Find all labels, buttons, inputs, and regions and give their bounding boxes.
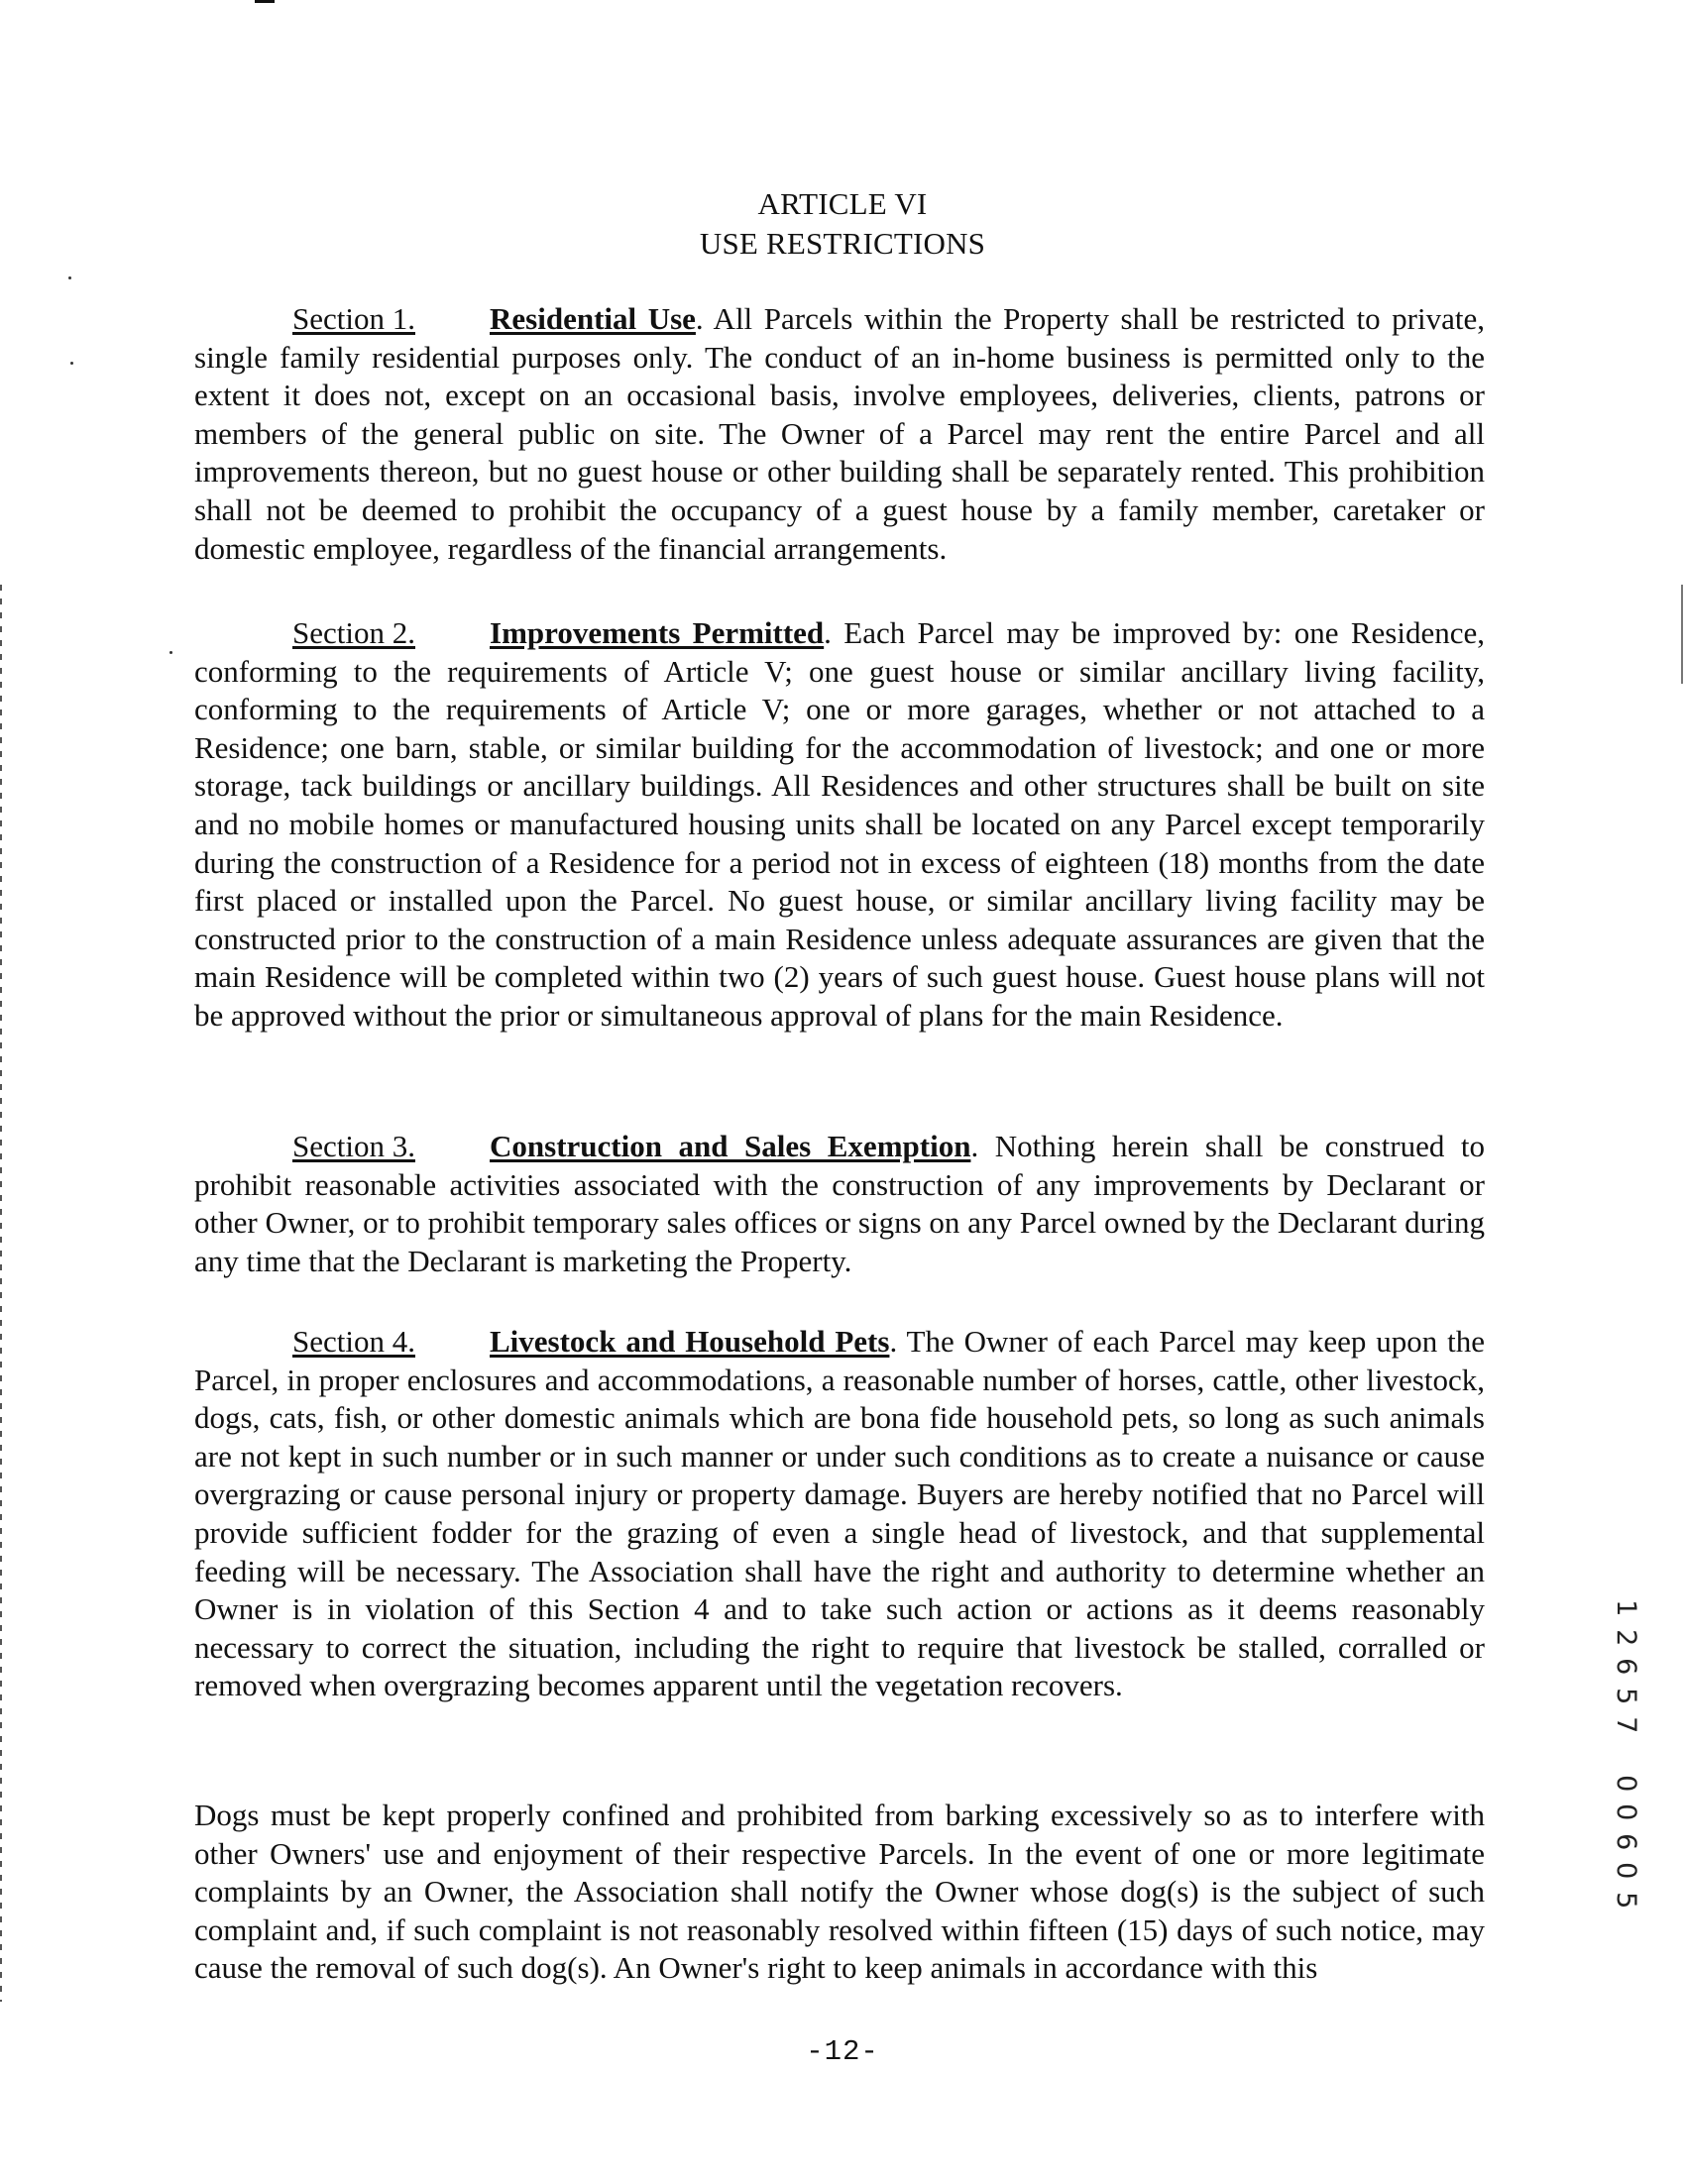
scan-edge-right [1681,585,1683,684]
section-2-title-punct: . [824,615,832,650]
recording-digit: 7 [1610,1716,1641,1734]
recording-digit: 0 [1610,1862,1641,1880]
section-2-paragraph [194,614,1485,1036]
article-title: USE RESTRICTIONS [699,226,986,261]
section-3-paragraph [194,1128,1485,1280]
section-4-label: Section 4. [292,1324,415,1359]
scan-speck [70,362,73,365]
recording-digit: 5 [1610,1687,1641,1704]
article-number: ARTICLE VI [757,186,928,221]
recording-number-digits [1610,1593,1641,1914]
section-2-label: Section 2. [292,615,415,650]
section-3-body: Nothing herein shall be construed to prohibit reasonable activities associated with the construction of any improvements by Declarant or other Owner, or to prohibit temporary sales offices or signs on any Parcel owned by the Declarant during any time that the Declarant is marketing the Property. [194,1129,1485,1278]
section-4-title-punct: . [889,1324,898,1359]
recording-digit: 0 [1610,1774,1641,1792]
recording-digit: 1 [1610,1599,1641,1617]
recording-digit: 6 [1610,1658,1641,1676]
recording-digit: 0 [1610,1803,1641,1821]
section-1-label: Section 1. [292,301,415,336]
section-1-paragraph [194,300,1485,568]
section-1-title: Residential Use [490,301,696,336]
section-2-body: Each Parcel may be improved by: one Residence, conforming to the requirements of Article V; one guest house or similar ancillary living facility, conforming to the requirements of Article V; one or more garages, whether or not attached to a Residence; one barn, stable, or similar building for the accommodation of livestock; and one or more storage, tack buildings or ancillary buildings. All Residences and other structures shall be built on site and no mobile homes or manufactured housing units shall be located on any Parcel except temporarily during the construction of a Residence for a period not in excess of eighteen (18) months from the date first placed or installed upon the Parcel. No guest house, or similar ancillary living facility may be constructed prior to the construction of a main Residence unless adequate assurances are given that the main Residence will be completed within two (2) years of such guest house. Guest house plans will not be approved without the prior or simultaneous approval of plans for the main Residence. [194,615,1485,1033]
section-4-title: Livestock and Household Pets [490,1324,890,1359]
recording-gap [1613,1740,1638,1769]
section-3-label: Section 3. [292,1129,415,1163]
recording-digit: 6 [1610,1832,1641,1850]
section-4-body: The Owner of each Parcel may keep upon the Parcel, in proper enclosures and accommodations, a reasonable number of horses, cattle, other livestock, dogs, cats, fish, or other domestic animals which are bona fide household pets, so long as such animals are not kept in such number or in such manner or under such conditions as to create a nuisance or cause overgrazing or cause personal injury or property damage. Buyers are hereby notified that no Parcel will provide sufficient fodder for the grazing of even a single head of livestock, and that supplemental feeding will be necessary. The Association shall have the right and authority to determine whether an Owner is in violation of this Section 4 and to take such action or actions as it deems reasonably necessary to correct the situation, including the right to require that livestock be stalled, corralled or removed when overgrazing becomes apparent until the vegetation recovers. [194,1324,1485,1703]
scan-speck [169,651,172,654]
continuation-paragraph: Dogs must be kept properly confined and prohibited from barking excessively so as to interfere with other Owners' use and enjoyment of their respective Parcels. In the event of one or more legitimate complaints by an Owner, the Association shall notify the Owner whose dog(s) is the subject of such complaint and, if such complaint is not reasonably resolved within fifteen (15) days of such notice, may cause the removal of such dog(s). An Owner's right to keep animals in accordance with this [194,1798,1485,1986]
scan-edge-left [0,585,2,2002]
section-4-paragraph [194,1323,1485,1705]
section-2-title: Improvements Permitted [490,615,825,650]
recording-digit: 2 [1610,1628,1641,1646]
section-1-body: All Parcels within the Property shall be restricted to private, single family residential purposes only. The conduct of an in-home business is permitted only to the extent it does not, except on an occasional basis, involve employees, deliveries, clients, patrons or members of the general public on site. The Owner of a Parcel may rent the entire Parcel and all improvements thereon, but no guest house or other building shall be separately rented. This prohibition shall not be deemed to prohibit the occupancy of a guest house by a family member, caretaker or domestic employee, regardless of the financial arrangements. [194,301,1485,566]
recording-digit: 5 [1610,1891,1641,1909]
page-number: -12- [806,2035,879,2068]
scan-speck [68,276,71,279]
section-3-title: Construction and Sales Exemption [490,1129,971,1163]
section-1-title-punct: . [695,301,704,336]
section-3-title-punct: . [970,1129,979,1163]
scan-mark [255,0,275,3]
recording-number [1610,1593,1641,1914]
